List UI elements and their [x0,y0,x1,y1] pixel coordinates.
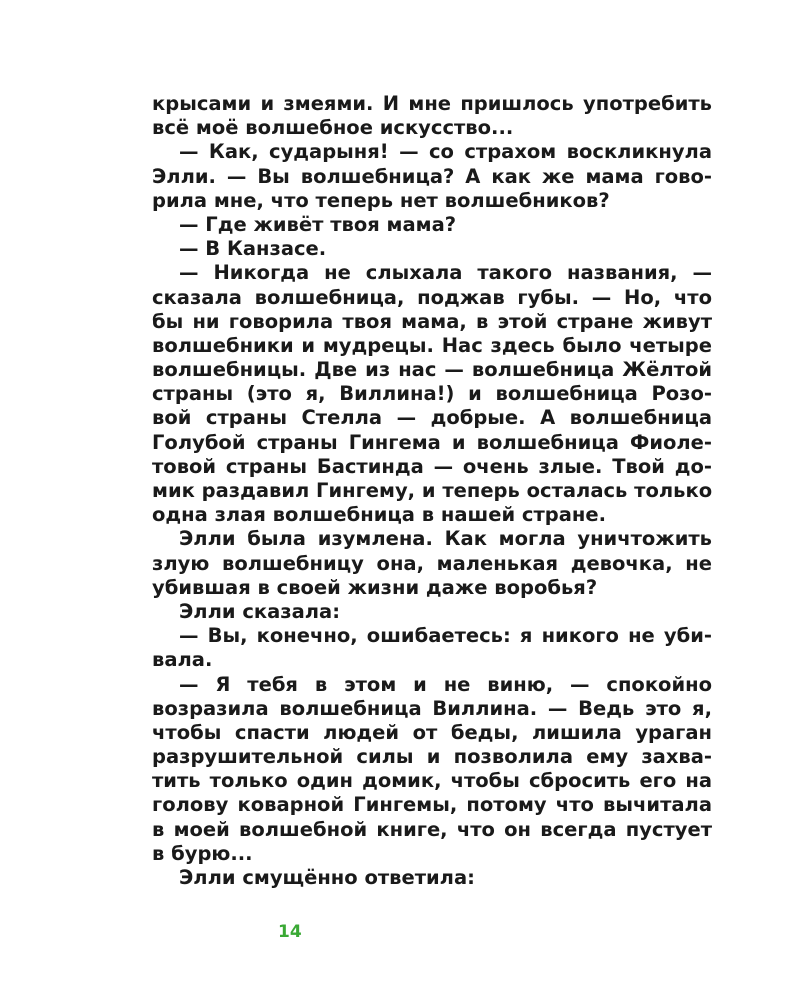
text-line: Элли. — Вы волшебница? А как же мама гово- [152,164,712,188]
text-line: крысами и змеями. И мне пришлось употребить [152,92,712,115]
text-line: страны (это я, Виллина!) и волшебница Розо- [152,382,712,406]
text-line: убившая в своей жизни даже воробья? [152,575,598,599]
text-line: чтобы спасти людей от беды, лишила ураган [152,720,712,744]
text-line: Элли сказала: [179,599,341,623]
body-text [152,92,712,890]
text-line: вой страны Стелла — добрые. А волшебница [152,406,712,430]
text-line: мик раздавил Гингему, и теперь осталась только [152,479,713,502]
text-line: в моей волшебной книге, что он всегда пустует [152,817,712,841]
text-line: — Где живёт твоя мама? [179,212,457,236]
text-line: волшебницы. Две из нас — волшебница Жёлтой [152,358,712,382]
text-line: разрушительной силы и позволила ему захва- [152,745,712,769]
text-line: — Как, сударыня! — со страхом воскликнула [179,140,712,164]
text-line: — Вы, конечно, ошибаетесь: я никого не уби- [179,624,712,648]
text-line: сказала волшебница, поджав губы. — Но, что [152,285,712,309]
text-line: бы ни говорила твоя мама, в этой стране живут [152,309,712,333]
text-line: — В Канзасе. [179,237,327,261]
text-line: тить только один домик, чтобы сбросить его на [152,769,712,793]
text-line: одна злая волшебница в нашей стране. [152,503,606,527]
text-line: Элли смущённо ответила: [179,866,475,889]
text-line: голову коварной Гингемы, потому что вычитала [152,793,712,817]
text-line: возразила волшебница Виллина. — Ведь это я, [152,696,712,720]
text-line: всё моё волшебное искусство... [152,116,514,140]
text-line: товой страны Бастинда — очень злые. Твой до- [152,454,712,478]
text-line: Голубой страны Гингема и волшебница Фиоле- [152,430,712,454]
page-number: 14 [278,922,302,942]
text-line: вала. [152,648,213,672]
text-line: рила мне, что теперь нет волшебников? [152,188,610,212]
text-line: в бурю... [152,841,253,865]
text-line: — Никогда не слыхала такого названия, — [179,261,712,285]
text-line: — Я тебя в этом и не виню, — спокойно [179,672,712,696]
text-line: Элли была изумлена. Как могла уничтожить [179,527,712,551]
text-line: злую волшебницу она, маленькая девочка, не [152,551,712,575]
text-line: волшебники и мудрецы. Нас здесь было четыре [152,333,712,357]
